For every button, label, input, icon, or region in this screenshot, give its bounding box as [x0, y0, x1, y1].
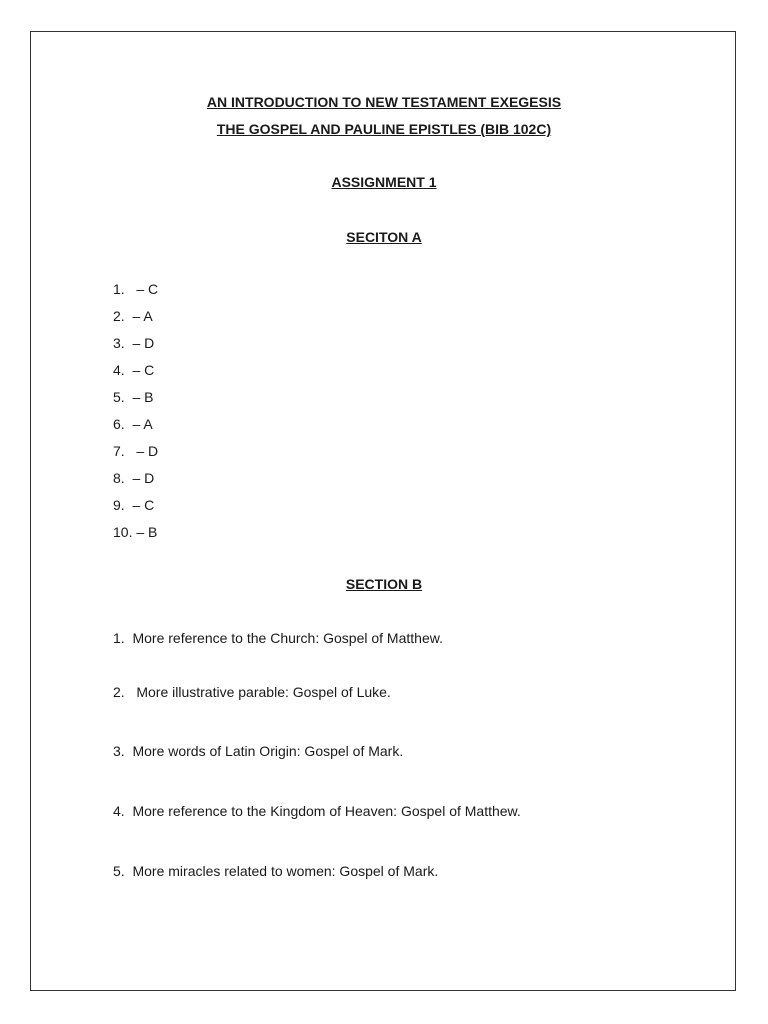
- item-number: 1.: [113, 281, 125, 297]
- section-b-heading: SECTION B: [345, 576, 423, 592]
- list-item: [113, 802, 521, 820]
- item-text: More reference to the Kingdom of Heaven: Gospel of Matthew.: [124, 803, 521, 819]
- item-answer: – D: [124, 443, 159, 459]
- item-answer: – C: [124, 362, 155, 378]
- item-number: 8.: [113, 470, 125, 486]
- list-item: [113, 469, 158, 496]
- item-answer: – C: [124, 497, 155, 513]
- item-text: More reference to the Church: Gospel of Matthew.: [124, 630, 443, 646]
- list-item: [113, 862, 438, 880]
- list-item: [113, 415, 158, 442]
- item-answer: – D: [124, 335, 155, 351]
- item-answer: – B: [124, 389, 154, 405]
- list-item: [113, 742, 403, 760]
- list-item: [113, 442, 158, 469]
- item-answer: – D: [124, 470, 155, 486]
- item-answer: – C: [124, 281, 159, 297]
- item-answer: – A: [124, 308, 153, 324]
- document-title-line2: THE GOSPEL AND PAULINE EPISTLES (BIB 102C): [216, 121, 552, 137]
- section-a-answer-list: [113, 280, 158, 550]
- list-item: [113, 361, 158, 388]
- item-number: 7.: [113, 443, 125, 459]
- item-answer: – B: [132, 524, 158, 540]
- item-number: 2.: [113, 308, 125, 324]
- item-text: More illustrative parable: Gospel of Luke.: [124, 684, 391, 700]
- list-item: [113, 629, 443, 647]
- item-number: 3.: [113, 335, 125, 351]
- item-number: 1.: [113, 630, 125, 646]
- item-number: 5.: [113, 863, 125, 879]
- document-title-line1: AN INTRODUCTION TO NEW TESTAMENT EXEGESIS: [206, 94, 562, 110]
- item-text: More words of Latin Origin: Gospel of Mark.: [124, 743, 404, 759]
- list-item: [113, 683, 391, 701]
- assignment-heading: ASSIGNMENT 1: [331, 174, 437, 190]
- item-number: 5.: [113, 389, 125, 405]
- item-number: 10.: [113, 524, 133, 540]
- item-number: 3.: [113, 743, 125, 759]
- list-item: [113, 496, 158, 523]
- item-text: More miracles related to women: Gospel of Mark.: [124, 863, 439, 879]
- item-answer: – A: [124, 416, 153, 432]
- item-number: 9.: [113, 497, 125, 513]
- item-number: 4.: [113, 362, 125, 378]
- item-number: 2.: [113, 684, 125, 700]
- list-item: [113, 334, 158, 361]
- section-a-heading: SECITON A: [346, 229, 422, 245]
- item-number: 4.: [113, 803, 125, 819]
- list-item: [113, 307, 158, 334]
- list-item: [113, 388, 158, 415]
- item-number: 6.: [113, 416, 125, 432]
- list-item: [113, 280, 158, 307]
- list-item: [113, 523, 158, 550]
